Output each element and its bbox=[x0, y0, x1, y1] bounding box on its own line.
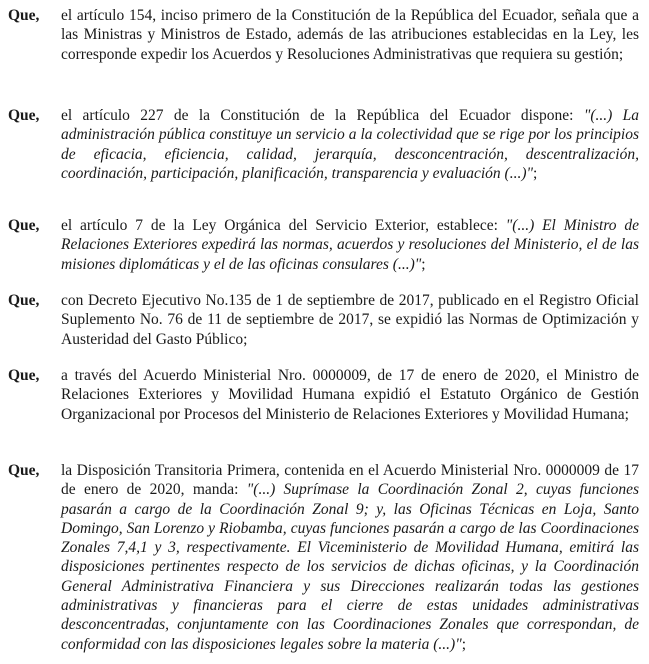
clause-label: Que, bbox=[8, 107, 40, 124]
body-text: ; bbox=[461, 635, 467, 653]
quoted-text: "(...) Suprímase la Coordinación Zonal 2, cuyas funciones pasarán a cargo de la Coordinación Zonal 9; y, las Oficinas Técnicas en Loja, Santo Domingo, San Lorenzo y Riobamba, cuyas funciones pasarán a cargo de las Coordinaciones Zonales 7,4,1 y 3, respectivamente. El Viceministerio de Movilidad Humana, emitirá las disposiciones pertinentes respecto de los servicios de dichas oficinas, y la Coordinación General Administrativa Financiera y sus Direcciones realizarán todas las gestiones administrativas y financieras para el cierre de estas unidades administrativas desconcentradas, conjuntamente con las Coordinaciones Zonales que correspondan, de conformidad con las disposiciones legales sobre la materia (...)" bbox=[61, 481, 639, 653]
body-text: ; bbox=[421, 255, 426, 273]
body-text: el artículo 227 de la Constitución de la República del Ecuador dispone: bbox=[61, 107, 584, 124]
body-text: ; bbox=[533, 164, 538, 182]
clause-label: Que, bbox=[8, 217, 40, 234]
clause-text bbox=[61, 6, 639, 64]
body-text: la Disposición Transitoria Primera, contenida en el Acuerdo Ministerial Nro. 0000009 de 17 de enero de 2020, manda: bbox=[61, 462, 639, 499]
clause-text bbox=[61, 216, 639, 274]
body-text: el artículo 7 de la Ley Orgánica del Servicio Exterior, establece: bbox=[61, 217, 506, 234]
clause-label: Que, bbox=[8, 292, 40, 309]
clause-text bbox=[61, 461, 639, 654]
body-text: a través del Acuerdo Ministerial Nro. 0000009, de 17 de enero de 2020, el Ministro de Relaciones Exteriores y Movilidad Humana expidió el Estatuto Orgánico de Gestión Organizacional por Procesos del Ministerio de Relaciones Exteriores y Movilidad Humana; bbox=[61, 367, 639, 423]
clause-text bbox=[61, 291, 639, 349]
quoted-text: "(...) La administración pública constituye un servicio a la colectividad que se rige por los principios de eficacia, eficiencia, calidad, jerarquía, desconcentración, descentralización, coordinación, participación, planificación, transparencia y evaluación (...)" bbox=[61, 107, 640, 182]
quoted-text: "(...) El Ministro de Relaciones Exteriores expedirá las normas, acuerdos y resoluciones del Ministerio, el de las misiones diplomáticas y el de las oficinas consulares (...)" bbox=[61, 217, 640, 273]
body-text: con Decreto Ejecutivo No.135 de 1 de septiembre de 2017, publicado en el Registro Oficial Suplemento No. 76 de 11 de septiembre de 2017, se expidió las Normas de Optimización y Austeridad del Gasto Público; bbox=[61, 292, 639, 348]
clause-label: Que, bbox=[8, 367, 40, 384]
clause-label: Que, bbox=[8, 7, 40, 24]
clause-label: Que, bbox=[8, 462, 40, 479]
clause-text bbox=[61, 106, 639, 183]
clause-text bbox=[61, 366, 639, 424]
body-text: el artículo 154, inciso primero de la Constitución de la República del Ecuador, señala que a las Ministras y Ministros de Estado, además de las atribuciones establecidas en la Ley, les corresponde expedir los Acuerdos y Resoluciones Administrativas que requiera su gestión; bbox=[61, 7, 639, 63]
